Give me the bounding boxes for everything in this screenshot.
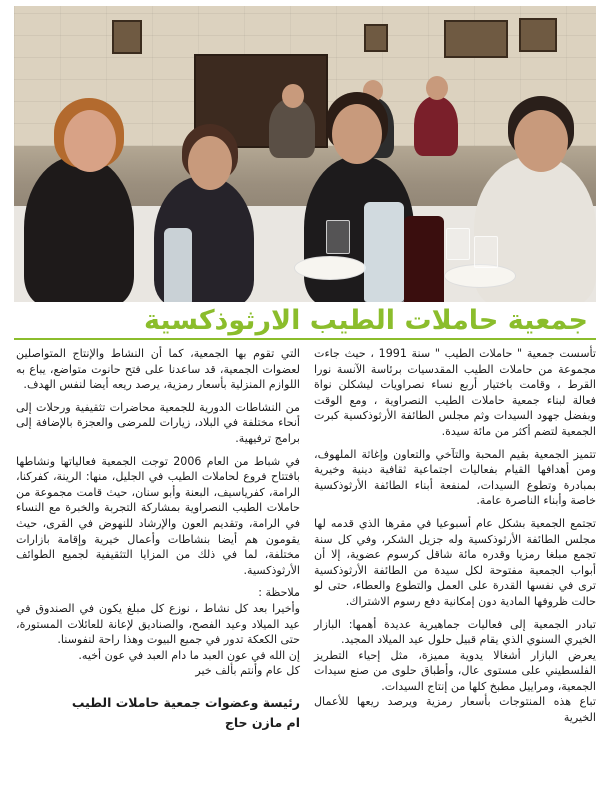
note-label: ملاحظة :	[258, 586, 300, 600]
article-title: جمعية حاملات الطيب الارثوذكسية	[143, 305, 588, 336]
article-column-right	[314, 346, 596, 726]
wall-frame	[519, 18, 557, 52]
wall-frame	[444, 20, 508, 58]
wall-frame	[364, 24, 388, 52]
greeting: كل عام وأنتم بألف خير	[195, 664, 300, 678]
person-head	[188, 136, 232, 190]
paragraph: تأسست جمعية " حاملات الطيب " سنة 1991 ، حيث جاءت مجموعة من حاملات الطيب المقدسيات برئاسة الآنسة نورا القرط ، وقامت باختيار أربع نساء نصراويات ليشكلن نواة فعالة لبناء جمعية حاملات الطيب النصراوية ، ومع الوقت وبفضل جهود السيدات وثم مجلس الطائفة الأرثوذكسية كبرت الجمعية لتضم أكثر من مائة سيدة.	[314, 347, 596, 438]
person-head	[282, 84, 304, 108]
group-photo	[14, 6, 596, 302]
paragraph: يعرض البازار أشغالا يدوية مميزة، مثل إحياء التطريز الفلسطيني على مستوى عال، وأطباق حلوى من صنع سيدات الجمعية، ومراييل مطبخ كلها من إنتاج السيدات.	[314, 648, 596, 693]
paragraph: التي تقوم بها الجمعية، كما أن النشاط والإنتاج المتواصلين لعضوات الجمعية، قد ساعدنا على فتح حانوت متواضع، يباع به اللوازم المنزلية بأسعار رمزية، يرصد ريعه أيضا لنفس الهدف.	[16, 347, 300, 392]
person-head	[64, 110, 116, 172]
paragraph: تتميز الجمعية بقيم المحبة والتآخي والتعاون وإغاثة الملهوف، ومن أهدافها القيام بفعاليات اجتماعية ثقافية دينية وخيرية بمبادرة وتطوع السيدات، لمنفعة أبناء الطائفة الأرثوذكسية خاصة وأبناء الناصرة عامة.	[314, 447, 596, 508]
paragraph: تجتمع الجمعية بشكل عام أسبوعيا في مقرها الذي قدمه لها مجلس الطائفة الأرثوذكسية وله جزيل الشكر، وفي كل سنة تجمع مبلغا رمزيا وقدره مائة شاقل كرسوم عضوية، إلا أن أبواب الجمعية مفتوحة لكل سيدة من الطائفة الأرثوذكسية ترى في نفسها القدرة على العمل والتطوع والعطاء، حتى لو حالت ظروفها المادية دون إمكانية دفع رسوم الاشتراك.	[314, 516, 596, 608]
water-bottle	[164, 228, 192, 302]
verse: إن الله في عون العبد ما دام العبد في عون أخيه.	[78, 648, 300, 662]
note-text: وأخيرا بعد كل نشاط ، نوزع كل مبلغ يكون في الصندوق في عيد الميلاد وعيد الفصح، والصناديق لإعانة للعائلات المستورة، حتى الكعكة تدور في جميع البيوت وهذا راحة لنفوسنا.	[16, 601, 300, 647]
title-rule	[14, 338, 596, 340]
person	[24, 156, 134, 302]
person-head	[426, 76, 448, 100]
paragraph: في شباط من العام 2006 توجت الجمعية فعالياتها ونشاطها بافتتاح فروع لحاملات الطيب في الجليل، منها: الرينة، كفركنا، الرامة، كفرياسيف، البعنة وأبو سنان، حيث قامت مجموعة من حاملات الطيب النصراوية بمشاركة التجربة والخبرة مع النساء في الرامة، وتقديم العون والإرشاد للنهوض في القرى، حيث يقومون هم أيضا بنشاطات وأعمال خيرية وإقامة بازارات مختلفة، لما في ذلك من المزايا التثقيفية لجميع الطوائف الأرثوذكسية.	[16, 454, 300, 577]
glass	[326, 220, 350, 254]
signature-name: ام مازن حاج	[224, 714, 300, 730]
paragraph: من النشاطات الدورية للجمعية محاضرات تثقيفية ورحلات إلى أنحاء مختلفة في البلاد، زيارات للمرضى والعجزة بالإضافة إلى برامج ترفيهية.	[16, 400, 300, 445]
person-head	[332, 104, 382, 164]
paragraph: تبادر الجمعية إلى فعاليات جماهيرية عديدة أهمها: البازار الخيري السنوي الذي يقام قبيل حلول عيد الميلاد المجيد.	[314, 617, 596, 647]
article-column-left	[16, 346, 300, 733]
signature-line: رئيسة وعضوات جمعية حاملات الطيب	[71, 694, 300, 710]
glass	[446, 228, 470, 260]
person	[414, 96, 458, 156]
cola-bottle	[404, 216, 444, 302]
water-bottle	[364, 202, 404, 302]
wall-frame	[112, 20, 142, 54]
person-head	[514, 110, 568, 172]
plate	[294, 256, 366, 280]
glass	[474, 236, 498, 268]
paragraph: تباع هذه المنتوجات بأسعار رمزية ويرصد ريعها للأعمال الخيرية	[314, 695, 596, 725]
